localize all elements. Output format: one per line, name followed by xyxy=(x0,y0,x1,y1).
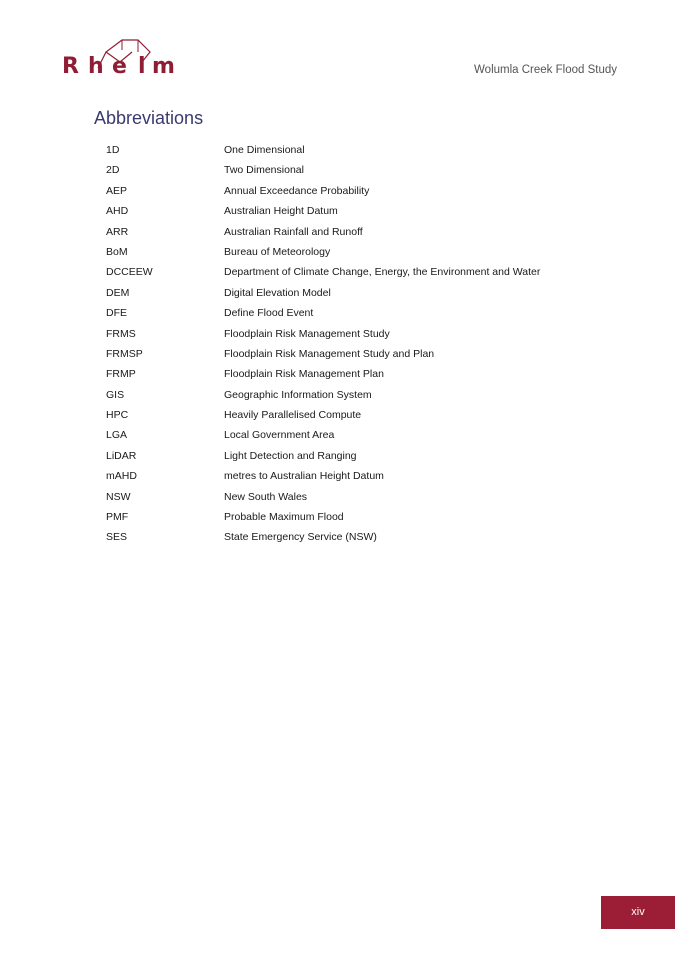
abbreviation-definition: State Emergency Service (NSW) xyxy=(224,531,377,544)
abbreviation-row xyxy=(106,181,626,201)
abbreviation-term: 2D xyxy=(106,164,120,177)
abbreviation-row xyxy=(106,466,626,486)
abbreviation-definition: Define Flood Event xyxy=(224,307,314,320)
abbreviation-term: FRMSP xyxy=(106,347,143,360)
abbreviation-definition: One Dimensional xyxy=(224,144,305,156)
abbreviation-row xyxy=(106,262,626,282)
abbreviation-term: AEP xyxy=(106,184,128,197)
abbreviation-definition: Two Dimensional xyxy=(224,164,304,177)
abbreviation-term: ARR xyxy=(106,225,129,238)
abbreviation-row xyxy=(106,344,626,364)
abbreviation-definition: Floodplain Risk Management Study and Plan xyxy=(224,347,435,360)
abbreviation-row xyxy=(106,364,626,384)
abbreviation-row xyxy=(106,425,626,445)
abbreviation-definition: Geographic Information System xyxy=(224,388,372,401)
abbreviation-row xyxy=(106,507,626,527)
abbreviation-term: DFE xyxy=(106,307,127,320)
abbreviation-definition: Heavily Parallelised Compute xyxy=(224,409,362,422)
abbreviation-definition: New South Wales xyxy=(224,490,308,503)
abbreviation-term: 1D xyxy=(106,144,120,156)
abbreviation-row xyxy=(106,487,626,507)
abbreviation-row xyxy=(106,283,626,303)
page-number-badge: xiv xyxy=(601,896,675,929)
abbreviation-term: LGA xyxy=(106,429,128,442)
abbreviation-row xyxy=(106,405,626,425)
abbreviation-definition: metres to Australian Height Datum xyxy=(224,470,384,483)
logo-letter: l xyxy=(138,54,146,79)
abbreviation-row xyxy=(106,385,626,405)
logo-wordmark xyxy=(60,54,180,80)
abbreviation-term: GIS xyxy=(106,388,125,401)
abbreviation-definition: Probable Maximum Flood xyxy=(224,511,344,524)
abbreviation-row xyxy=(106,446,626,466)
abbreviation-row xyxy=(106,303,626,323)
abbreviation-term: NSW xyxy=(106,490,131,503)
abbreviation-definition: Light Detection and Ranging xyxy=(224,449,357,462)
logo-letter: R xyxy=(62,54,79,79)
logo-letter: e xyxy=(112,54,127,79)
abbreviation-term: SES xyxy=(106,531,128,544)
abbreviation-row xyxy=(106,242,626,262)
abbreviation-term: LiDAR xyxy=(106,449,137,462)
abbreviation-definition: Floodplain Risk Management Plan xyxy=(224,368,384,381)
document-title: Wolumla Creek Flood Study xyxy=(474,64,617,76)
abbreviation-term: AHD xyxy=(106,205,129,218)
logo-letter: h xyxy=(88,54,104,79)
abbreviation-row xyxy=(106,527,626,547)
abbreviation-term: DEM xyxy=(106,286,130,299)
abbreviation-term: FRMS xyxy=(106,327,136,340)
abbreviation-row xyxy=(106,222,626,242)
abbreviation-term: FRMP xyxy=(106,368,136,381)
abbreviation-term: HPC xyxy=(106,409,129,422)
abbreviation-definition: Department of Climate Change, Energy, the Environment and Water xyxy=(224,266,541,279)
abbreviations-list xyxy=(106,140,626,548)
abbreviation-term: BoM xyxy=(106,245,128,258)
abbreviation-definition: Digital Elevation Model xyxy=(224,286,331,299)
abbreviation-term: DCCEEW xyxy=(106,266,153,279)
logo-letter: m xyxy=(152,54,175,79)
abbreviation-row xyxy=(106,140,626,160)
abbreviation-definition: Bureau of Meteorology xyxy=(224,245,331,258)
abbreviation-definition: Annual Exceedance Probability xyxy=(224,184,370,197)
abbreviation-row xyxy=(106,201,626,221)
abbreviation-definition: Australian Height Datum xyxy=(224,205,338,218)
abbreviation-definition: Australian Rainfall and Runoff xyxy=(224,225,363,238)
company-logo xyxy=(60,38,180,82)
abbreviation-row xyxy=(106,324,626,344)
abbreviation-definition: Local Government Area xyxy=(224,429,335,442)
section-heading: Abbreviations xyxy=(94,108,204,128)
abbreviation-row xyxy=(106,160,626,180)
abbreviation-term: PMF xyxy=(106,511,129,524)
abbreviation-term: mAHD xyxy=(106,470,137,483)
abbreviation-definition: Floodplain Risk Management Study xyxy=(224,327,390,340)
